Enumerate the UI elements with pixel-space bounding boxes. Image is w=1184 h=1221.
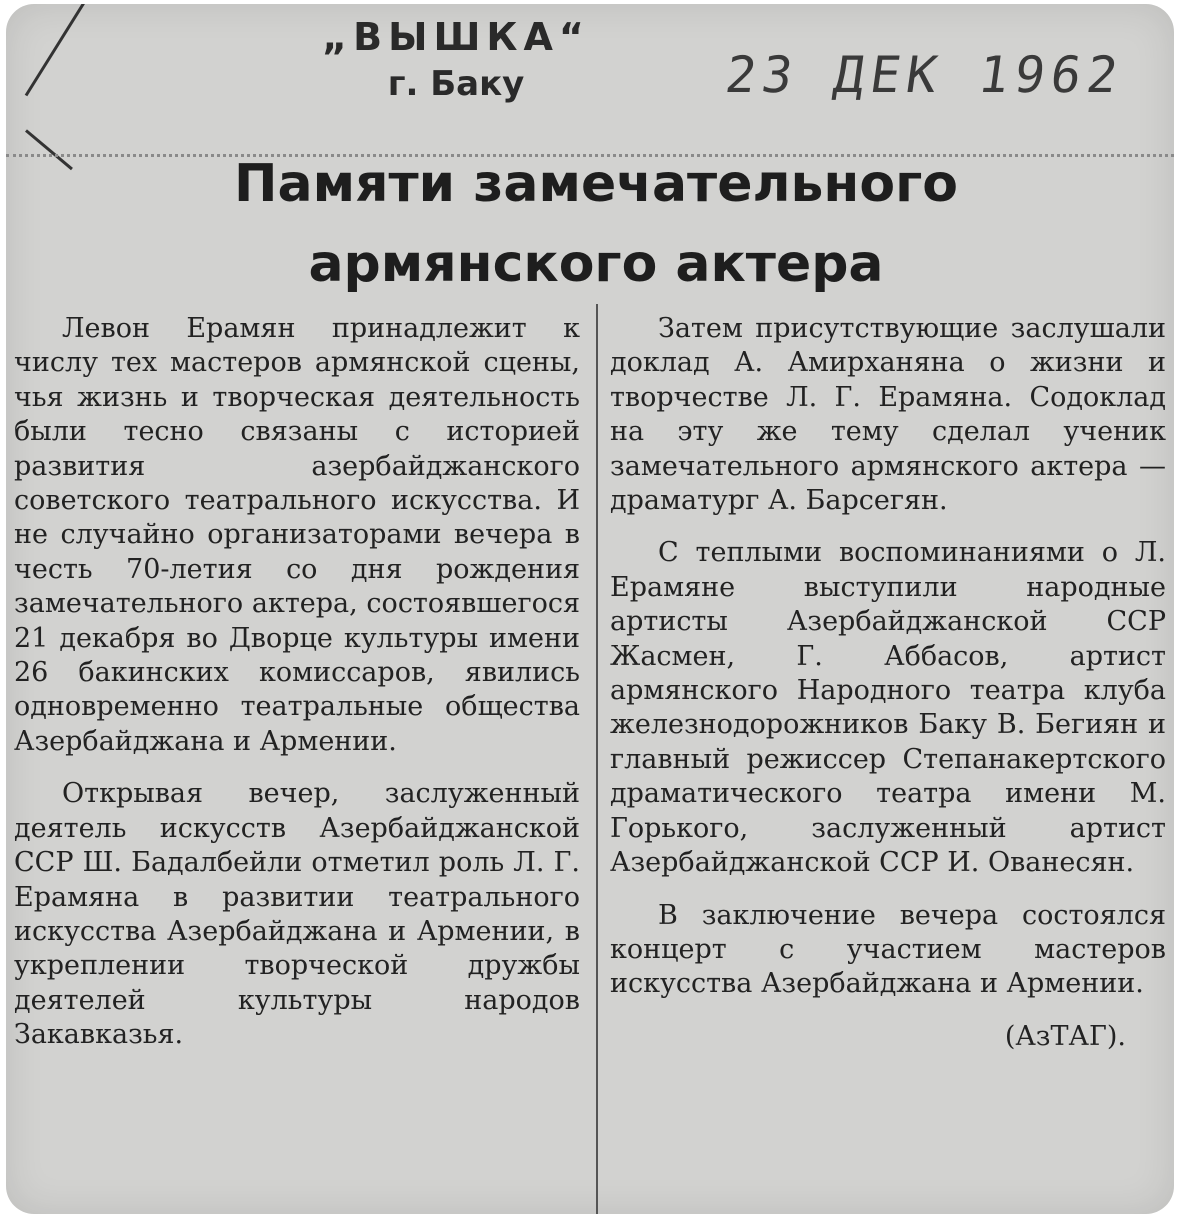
paragraph: Левон Ерамян принадлежит к числу тех мастеров армянской сцены, чья жизнь и творческая деятельность были тесно связаны с историей развития азербайджанского советского театрального искусства. И не случайно организаторами вечера в честь 70-летия со дня рождения замечательного актера, состоявшегося 21 декабря во Дворце культуры имени 26 бакинских комиссаров, явились одновременно театральные общества Азербайджана и Армении. [14,313,580,757]
paragraph: Открывая вечер, заслуженный деятель искусств Азербайджанской ССР Ш. Бадалбейли отметил роль Л. Г. Ерамяна в развитии театрального искусства Азербайджана и Армении, в укреплении творческой дружбы деятелей культуры народов Закавказья. [14,778,580,1051]
column-divider [596,304,598,1214]
paragraph: С теплыми воспоминаниями о Л. Ерамяне выступили народные артисты Азербайджанской ССР Жасмен, Г. Аббасов, артист армянского Народного театра клуба железнодорожников Баку В. Бегиян и главный режиссер Степанакертского драматического театра имени М. Горького, заслуженный артист Азербайджанской ССР И. Ованесян. [610,537,1166,879]
newspaper-city: г. Баку [387,64,525,104]
news-agency-source: (АзТАГ). [1004,1020,1126,1052]
masthead [306,12,606,106]
headline-line: Памяти замечательного [234,154,958,214]
pen-mark [25,129,73,170]
article-headline [126,144,1066,304]
article-column-left [14,312,580,1071]
article-column-right [610,312,1166,1054]
newspaper-name: „ВЫШКА“ [322,15,590,59]
headline-line: армянского актера [308,234,884,294]
paragraph: Затем присутствующие заслушали доклад А. Амирханяна о жизни и творчестве Л. Г. Ерамяна. Содоклад на эту же тему сделал ученик замечательного армянского актера — драматург А. Барсегян. [610,313,1166,517]
pen-mark [25,4,91,96]
date-stamp: 23 ДЕК 1962 [721,46,1128,104]
paragraph: В заключение вечера состоялся концерт с участием мастеров искусства Азербайджана и Армении. [610,899,1166,1000]
newspaper-clipping [6,4,1174,1214]
